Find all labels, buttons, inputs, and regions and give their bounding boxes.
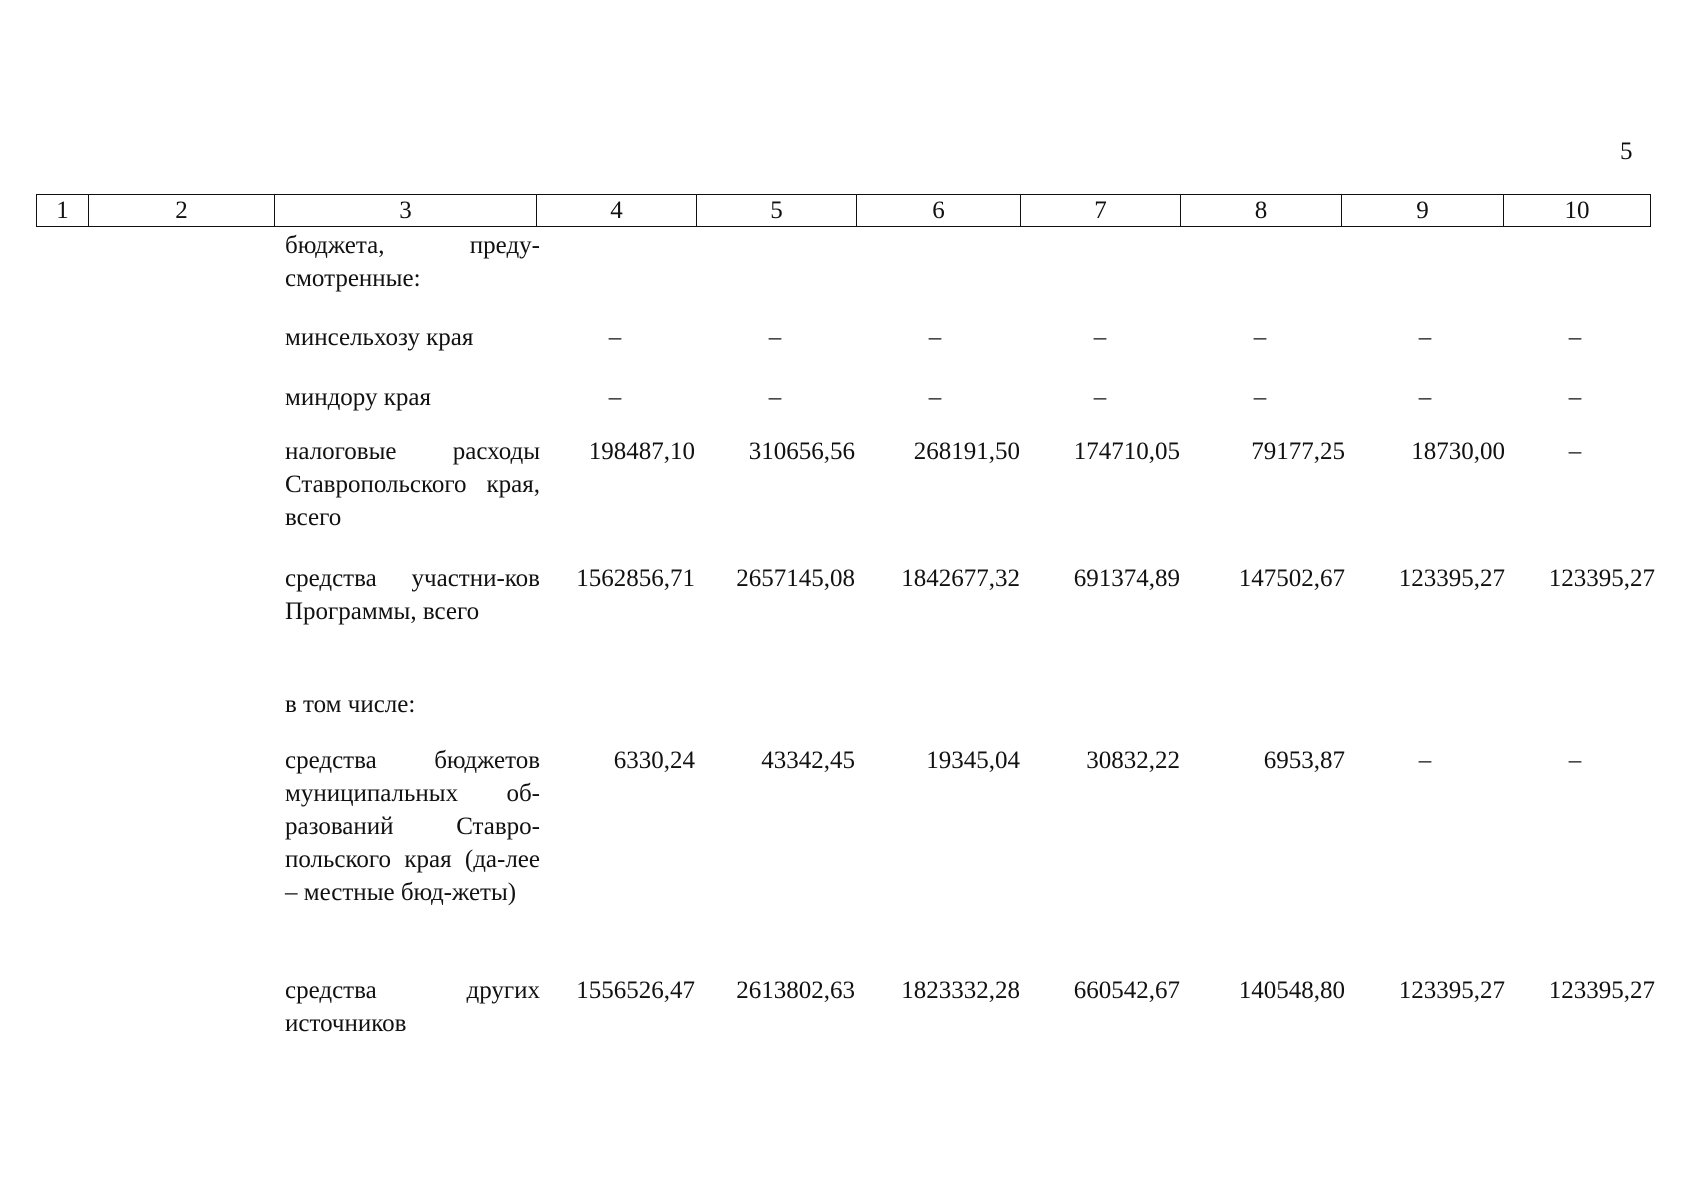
row-label: средства других источников <box>285 977 540 1037</box>
column-number-1: 1 <box>37 195 89 227</box>
cell-col-4: – <box>608 324 622 351</box>
column-number-4: 4 <box>537 195 697 227</box>
cell-col-8: – <box>1253 384 1267 411</box>
row-label: миндору края <box>285 384 431 411</box>
row-label: средства участни-ков Программы, всего <box>285 565 540 625</box>
column-number-3: 3 <box>275 195 537 227</box>
cell-col-4: 6330,24 <box>613 747 695 774</box>
cell-col-8: 79177,25 <box>1251 438 1345 465</box>
cell-col-4: 1556526,47 <box>576 977 695 1004</box>
cell-col-7: 30832,22 <box>1086 747 1180 774</box>
cell-col-8: 140548,80 <box>1238 977 1345 1004</box>
column-number-10: 10 <box>1504 195 1651 227</box>
cell-col-9: – <box>1418 324 1432 351</box>
cell-col-7: – <box>1093 324 1107 351</box>
cell-col-5: – <box>768 324 782 351</box>
cell-col-7: – <box>1093 384 1107 411</box>
cell-col-6: 1823332,28 <box>901 977 1020 1004</box>
cell-col-7: 691374,89 <box>1073 565 1180 592</box>
cell-col-6: – <box>928 324 942 351</box>
cell-col-9: – <box>1418 384 1432 411</box>
cell-col-9: 18730,00 <box>1411 438 1505 465</box>
cell-col-10: – <box>1568 747 1582 774</box>
cell-col-9: 123395,27 <box>1398 977 1505 1004</box>
column-number-5: 5 <box>697 195 857 227</box>
cell-col-5: – <box>768 384 782 411</box>
cell-col-10: 123395,27 <box>1548 977 1655 1004</box>
column-number-header <box>36 194 1651 227</box>
column-number-6: 6 <box>857 195 1021 227</box>
cell-col-9: – <box>1418 747 1432 774</box>
cell-col-10: – <box>1568 438 1582 465</box>
column-number-8: 8 <box>1181 195 1342 227</box>
cell-col-8: – <box>1253 324 1267 351</box>
column-number-2: 2 <box>89 195 275 227</box>
cell-col-8: 147502,67 <box>1238 565 1345 592</box>
row-label: налоговые расходы Ставропольского края, всего <box>285 438 540 531</box>
row-label: бюджета, преду-смотренные: <box>285 232 540 292</box>
cell-col-6: 1842677,32 <box>901 565 1020 592</box>
page-number: 5 <box>1620 138 1633 165</box>
cell-col-4: – <box>608 384 622 411</box>
row-label: средства бюджетов муниципальных об-разований Ставро-польского края (да-лее – местные бюд-жеты) <box>285 747 540 906</box>
cell-col-10: – <box>1568 324 1582 351</box>
cell-col-4: 1562856,71 <box>576 565 695 592</box>
row-label: в том числе: <box>285 691 416 718</box>
cell-col-7: 174710,05 <box>1073 438 1180 465</box>
cell-col-6: – <box>928 384 942 411</box>
cell-col-5: 2657145,08 <box>736 565 855 592</box>
cell-col-5: 310656,56 <box>748 438 855 465</box>
column-number-7: 7 <box>1021 195 1181 227</box>
column-number-9: 9 <box>1342 195 1504 227</box>
cell-col-6: 19345,04 <box>926 747 1020 774</box>
row-label: минсельхозу края <box>285 324 474 351</box>
cell-col-5: 43342,45 <box>761 747 855 774</box>
cell-col-5: 2613802,63 <box>736 977 855 1004</box>
cell-col-9: 123395,27 <box>1398 565 1505 592</box>
cell-col-6: 268191,50 <box>913 438 1020 465</box>
cell-col-8: 6953,87 <box>1263 747 1345 774</box>
cell-col-10: 123395,27 <box>1548 565 1655 592</box>
cell-col-4: 198487,10 <box>588 438 695 465</box>
cell-col-7: 660542,67 <box>1073 977 1180 1004</box>
cell-col-10: – <box>1568 384 1582 411</box>
